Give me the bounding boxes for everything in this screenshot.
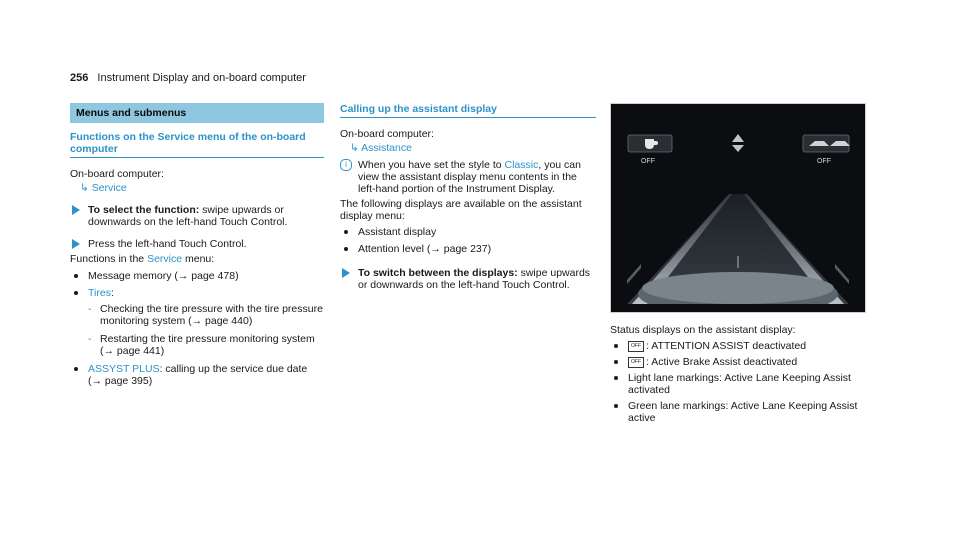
step-arrow-icon: [342, 268, 350, 278]
list-item: OFF : Active Brake Assist deactivated: [610, 356, 866, 368]
list-item: ASSYST PLUS: calling up the service due date (→ page 395): [70, 363, 324, 387]
column-service-menu: [70, 103, 324, 387]
page-number: 256: [70, 72, 89, 84]
nav-assistance-link[interactable]: Assistance: [361, 142, 412, 154]
brake-assist-off-icon: OFF: [628, 357, 644, 368]
onboard-label: On-board computer:: [70, 168, 164, 180]
bullet-icon: [614, 376, 618, 380]
attention-assist-off-icon: OFF: [628, 341, 644, 352]
bullet-icon: [614, 344, 618, 348]
bullet-icon: [614, 360, 618, 364]
nav-path[interactable]: ↳ Assistance: [350, 142, 412, 154]
page-header: [70, 72, 306, 84]
list-item: Green lane markings: Active Lane Keeping Assist active: [610, 400, 866, 424]
bullet-icon: [74, 367, 78, 371]
nav-path[interactable]: ↳ Service: [80, 182, 127, 194]
list-item: Attention level (→ page 237): [340, 243, 596, 255]
instruction-step: [340, 267, 596, 291]
step-text: swipe upwards or downwards on the left-hand Touch Control.: [358, 267, 591, 291]
bullet-icon: [74, 274, 78, 278]
sub-list-item: - Checking the tire pressure with the tire pressure monitoring system (→ page 440): [88, 303, 323, 327]
nav-service-link[interactable]: Service: [91, 182, 127, 194]
left-off-label: OFF: [641, 158, 655, 165]
sub-list-item: - Restarting the tire pressure monitoring system (→ page 441): [88, 333, 315, 357]
service-link[interactable]: Service: [147, 253, 183, 265]
bullet-icon: [614, 404, 618, 408]
step-text: swipe upwards or downwards on the left-hand Touch Control.: [88, 204, 288, 228]
functions-intro: Functions in the Service menu:: [70, 253, 215, 265]
step-arrow-icon: [72, 205, 80, 215]
classic-link[interactable]: Classic: [504, 159, 539, 171]
step-bold: To select the function:: [88, 204, 200, 216]
status-title: Status displays on the assistant display:: [610, 324, 796, 336]
bullet-icon: [344, 247, 348, 251]
right-off-label: OFF: [817, 158, 831, 165]
info-icon: i: [340, 159, 352, 171]
column-status-displays: [610, 103, 866, 424]
list-item: Tires:: [70, 287, 324, 299]
bullet-icon: [344, 230, 348, 234]
step-arrow-icon: [72, 239, 80, 249]
list-item: Light lane markings: Active Lane Keeping Assist activated: [610, 372, 866, 396]
assistant-display-screen: [610, 103, 866, 313]
step-text: Press the left-hand Touch Control.: [88, 238, 247, 250]
page-section-title: Instrument Display and on-board computer: [97, 72, 306, 84]
subsection-heading: Functions on the Service menu of the on-board computer: [70, 131, 324, 158]
bullet-icon: [74, 291, 78, 295]
instruction-step: [70, 238, 324, 250]
assyst-plus-link[interactable]: ASSYST PLUS: [88, 363, 160, 375]
list-item: Message memory (→ page 478): [70, 270, 324, 282]
step-bold: To switch between the displays:: [358, 267, 518, 279]
section-banner: Menus and submenus: [70, 103, 324, 123]
following-text: The following displays are available on the assistant display menu:: [340, 198, 582, 222]
tires-link[interactable]: Tires: [88, 287, 111, 299]
info-note: i When you have set the style to Classic, you can view the assistant display menu contents in the left-hand portion of the Instrument Display.: [340, 159, 596, 195]
assistant-display-graphic: [611, 104, 865, 312]
column-assistant-display: [340, 103, 596, 291]
instruction-step: [70, 204, 324, 228]
subsection-heading: Calling up the assistant display: [340, 103, 596, 118]
list-item: OFF : ATTENTION ASSIST deactivated: [610, 340, 866, 352]
list-item: Assistant display: [340, 226, 596, 238]
onboard-label: On-board computer:: [340, 128, 434, 140]
